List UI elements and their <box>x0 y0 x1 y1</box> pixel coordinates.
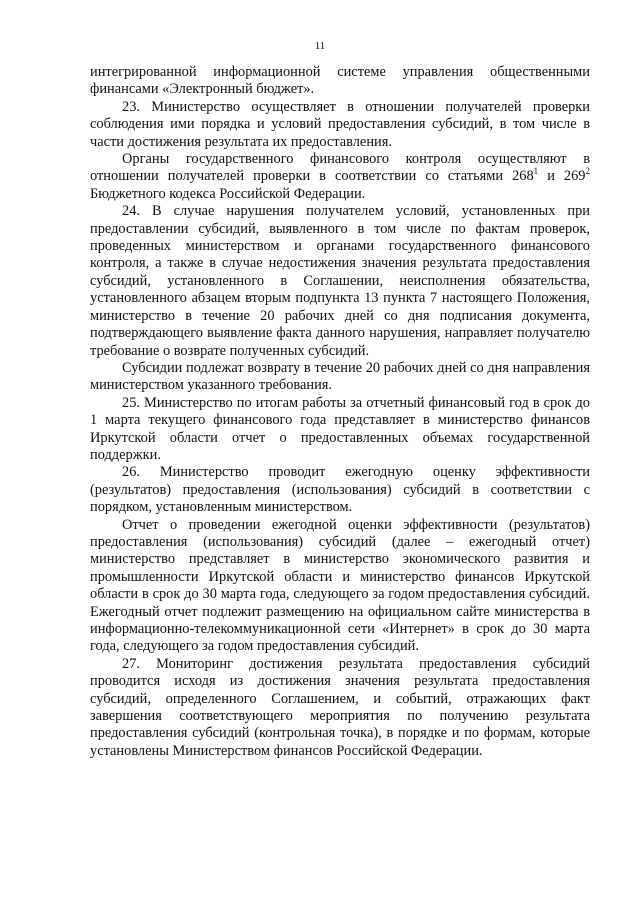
paragraph-25: 25. Министерство по итогам работы за отчетный финансовый год в срок до 1 марта текущего финансового года представляет в министерство финансов Иркутской области отчет о предоставленных объемах государственной поддержки. <box>90 394 590 463</box>
page-number: 11 <box>314 40 326 52</box>
document-body <box>90 64 590 760</box>
paragraph-financial-control-text-3: Бюджетного кодекса Российской Федерации. <box>90 185 366 202</box>
paragraph-financial-control-text-2: и 269 <box>538 168 586 185</box>
superscript-1: 1 <box>533 166 539 177</box>
paragraph-26: 26. Министерство проводит ежегодную оценку эффективности (результатов) предоставления (использования) субсидий в соответствии с порядком, установленным министерством. <box>90 464 590 516</box>
paragraph-annual-report: Отчет о проведении ежегодной оценки эффективности (результатов) предоставления (использования) субсидий (далее – ежегодный отчет) министерство представляет в министерство экономического развития и промышленности Иркутской области и министерство финансов Иркутской области в срок до 30 марта года, следующего за годом предоставления субсидий. Ежегодный отчет подлежит размещению на официальном сайте министерства в информационно-телекоммуникационной сети «Интернет» в срок до 30 марта года, следующего за годом предоставления субсидий. <box>90 516 590 655</box>
paragraph-27: 27. Мониторинг достижения результата предоставления субсидий проводится исходя из достижения значения результата предоставления субсидий, определенного Соглашением, и событий, отражающих факт завершения соответствующего мероприятия по получению результата предоставления субсидий (контрольная точка), в порядке и по формам, которые установлены Министерством финансов Российской Федерации. <box>90 655 590 759</box>
paragraph-24: 24. В случае нарушения получателем условий, установленных при предоставлении субсидий, выявленного в том числе по фактам проверок, проведенных министерством и органами государственного финансового контроля, а также в случае недостижения значения результата предоставления субсидий, установленного в Соглашении, неисполнения обязательства, установленного абзацем вторым подпункта 13 пункта 7 настоящего Положения, министерство в течение 20 рабочих дней со дня подписания документа, подтверждающего выявление факта данного нарушения, направляет получателю требование о возврате полученных субсидий. <box>90 203 590 359</box>
paragraph-continuation: интегрированной информационной системе управления общественными финансами «Электронный бюджет». <box>90 64 590 98</box>
superscript-2: 2 <box>585 166 590 177</box>
paragraph-financial-control-text-1: Органы государственного финансового контроля осуществляют в отношении получателей проверки в соответствии со статьями 268 <box>90 151 590 185</box>
paragraph-subsidy-return: Субсидии подлежат возврату в течение 20 рабочих дней со дня направления министерством указанного требования. <box>90 359 590 394</box>
paragraph-23: 23. Министерство осуществляет в отношении получателей проверки соблюдения ими порядка и условий предоставления субсидий, в том числе в части достижения результата их предоставления. <box>90 98 590 150</box>
paragraph-financial-control <box>90 151 590 203</box>
